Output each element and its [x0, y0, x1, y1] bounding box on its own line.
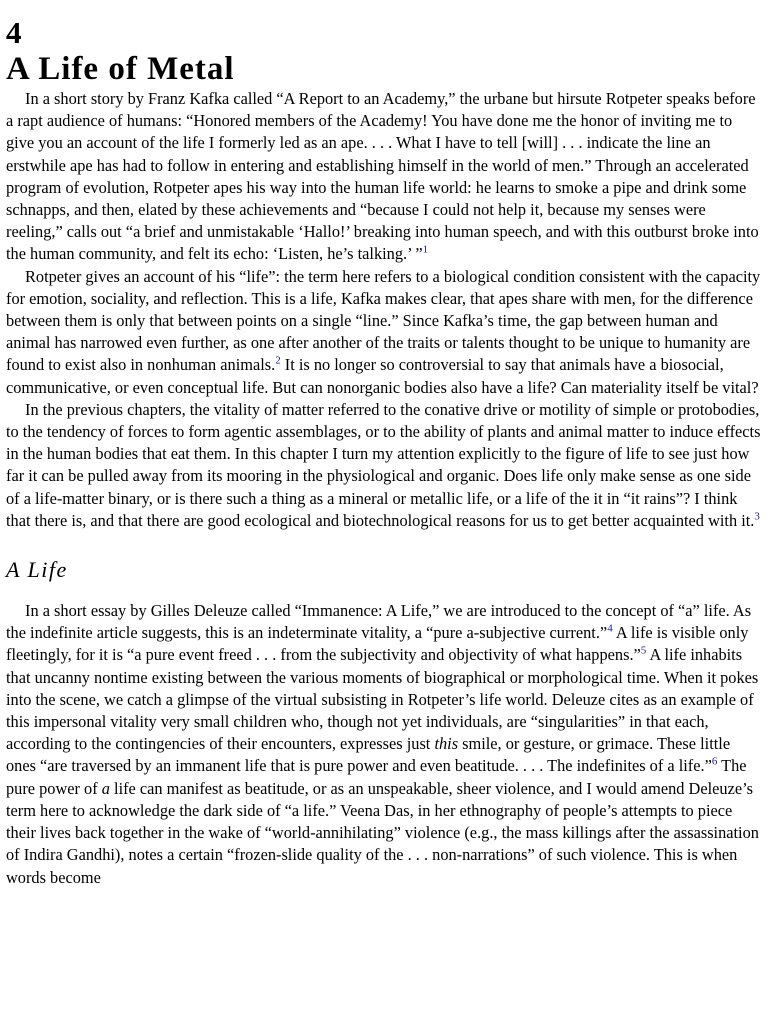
footnote-link[interactable]: 4 — [607, 622, 613, 635]
emphasis-text: a — [101, 778, 110, 798]
paragraph-text: A life inhabits that uncanny nontime existing between the various moments of biographical or morphological time. When it pokes into the scene, we catch a glimpse of the virtual subsisting in Rotpeter’s life world. Deleuze cites as an example of this impersonal vitality very small children who, though not yet individuals, are “singularities” in that each, according to the contingencies of their encounters, expresses just — [6, 645, 759, 754]
paragraph-text: life can manifest as beatitude, or as an unspeakable, sheer violence, and I would amend Deleuze’s term here to acknowledge the dark side of “a life.” Veena Das, in her ethnography of people’s attempts to piece their lives back together in the wake of “world-annihilating” violence (e.g., the mass killings after the assassination of Indira Gandhi), notes a certain “frozen-slide quality of the . . . non-narrations” of such violence. This is when words become — [6, 778, 759, 887]
section-body — [6, 600, 764, 889]
paragraph-text: The pure power of — [6, 756, 747, 798]
emphasis-text: this — [434, 734, 459, 754]
footnote-link[interactable]: 3 — [754, 510, 760, 523]
footnote-link[interactable]: 5 — [640, 645, 647, 658]
footnote-link[interactable]: 6 — [711, 756, 718, 769]
chapter-title: A Life of Metal — [6, 51, 235, 87]
paragraph-text: In a short story by Franz Kafka called “A Report to an Academy,” the urbane but hirsute Rotpeter speaks before a rapt audience of humans: “Honored members of the Academy! You have done me the honor of inviting me to give you an account of the life I formerly led as an ape. . . . What I have to tell [will] . . . indicate the line an erstwhile ape has had to follow in entering and establishing himself in the world of men.” Through an accelerated program of evolution, Rotpeter apes his way into the human life world: he learns to smoke a pipe and drink some schnapps, and then, elated by these achievements and “because I could not help it, because my senses were reeling,” calls out “a brief and unmistakable ‘Hallo!’ breaking into human speech, and with this outburst broke into the human community, and felt its echo: ‘Listen, he’s talking.’ ” — [6, 89, 759, 264]
paragraph-text: In the previous chapters, the vitality of matter referred to the conative drive or motility of simple or protobodies, to the tendency of forces to form agentic assemblages, or to the ability of plants and animal matter to induce effects in the human bodies that eat them. In this chapter I turn my attention explicitly to the figure of life to see just how far it can be pulled away from its mooring in the physiological and organic. Does life only make sense as one side of a life-matter binary, or is there such a thing as a mineral or metallic life, or a life of the it in “it rains”? I think that there is, and that there are good ecological and biotechnological reasons for us to get better acquainted with it. — [6, 399, 761, 530]
section-title: A Life — [6, 557, 68, 583]
page — [6, 16, 764, 889]
paragraph — [6, 88, 764, 266]
paragraph-text: A life is visible only fleetingly, for it is “a pure event freed . . . from the subjectivity and objectivity of what happens.” — [6, 623, 749, 665]
paragraph-text: smile, or gesture, or grimace. These little ones “are traversed by an immanent life that is pure power and even beatitude. . . . The indefinites of a life.” — [6, 734, 731, 776]
paragraph-text: Rotpeter gives an account of his “life”: the term here refers to a biological condition consistent with the capacity for emotion, sociality, and reflection. This is a life, Kafka makes clear, that apes share with men, for the difference between them is only that between points on a single “line.” Since Kafka’s time, the gap between human and animal has narrowed even further, as one after another of the traits or talents thought to be unique to humanity are found to exist also in nonhuman animals. — [6, 266, 761, 375]
chapter-body — [6, 88, 764, 532]
paragraph-text: In a short essay by Gilles Deleuze called “Immanence: A Life,” we are introduced to the concept of “a” life. As the indefinite article suggests, this is an indeterminate vitality, a “pure a-subjective current.” — [6, 601, 752, 643]
paragraph — [6, 266, 764, 399]
paragraph — [6, 600, 764, 889]
footnote-link[interactable]: 1 — [422, 243, 429, 256]
footnote-link[interactable]: 2 — [275, 355, 281, 367]
paragraph-text: It is no longer so controversial to say that animals have a biosocial, communicative, or even conceptual life. But can nonorganic bodies also have a life? Can materiality itself be vital? — [6, 355, 759, 397]
paragraph — [6, 399, 764, 532]
chapter-number: 4 — [6, 15, 22, 50]
